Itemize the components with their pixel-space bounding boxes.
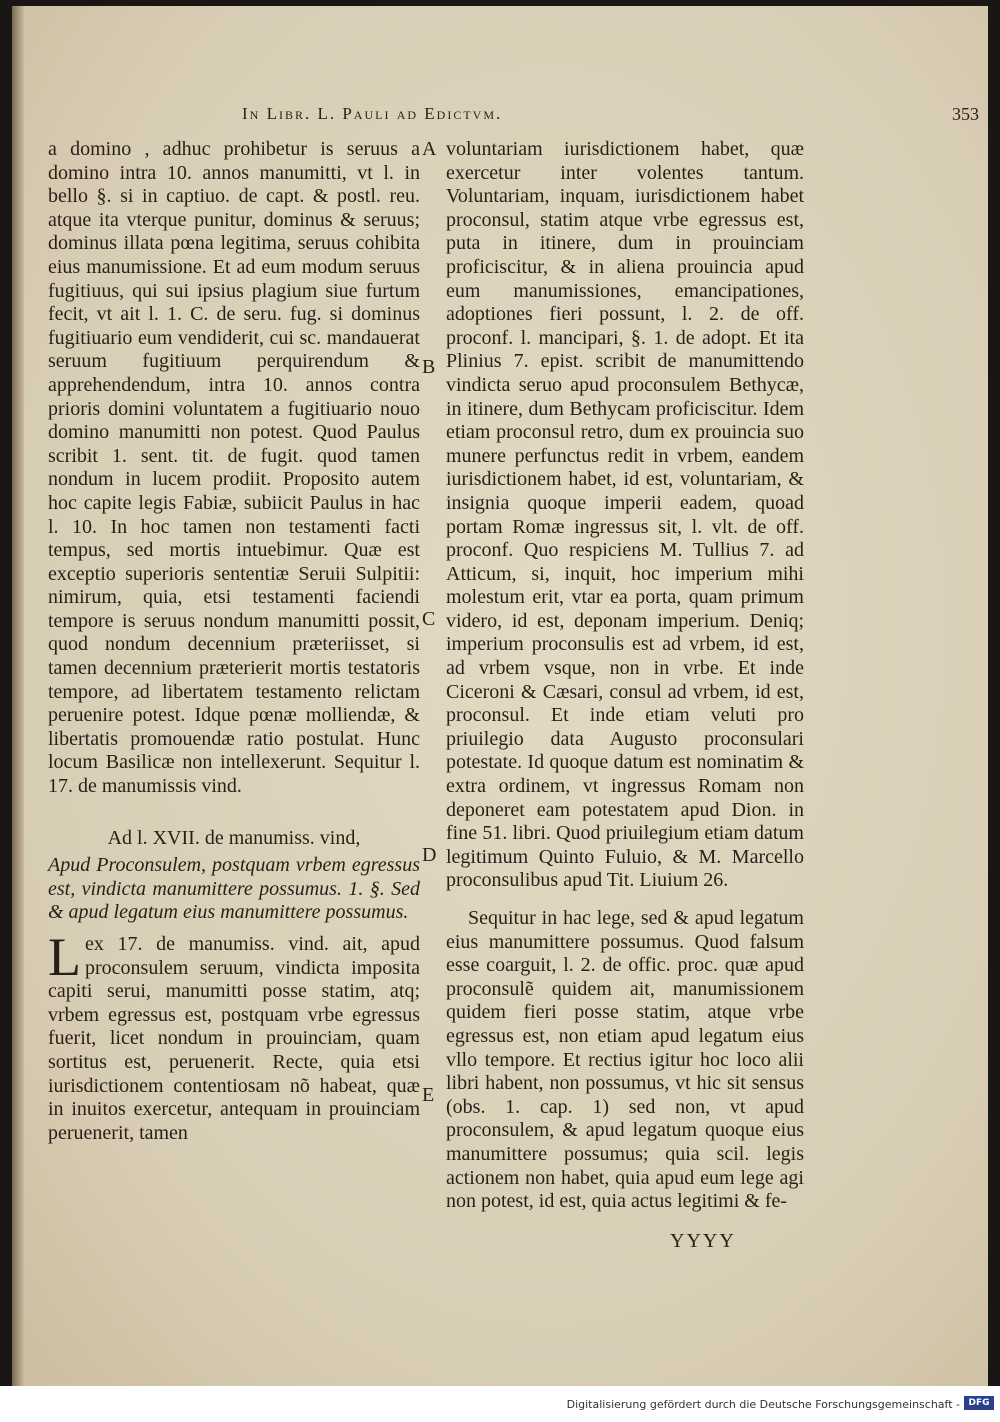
section-heading: Ad l. XVII. de manumiss. vind, xyxy=(107,826,361,849)
right-column xyxy=(446,138,804,1214)
dfg-logo-icon: DFG xyxy=(964,1396,994,1410)
margin-letter-c: C xyxy=(422,608,436,630)
right-paragraph-2: Sequitur in hac lege, sed & apud legatum eius manumittere possumus. Quod falsum esse coarguit, l. 2. de offic. proc. quæ apud proconsulẽ quidem ait, manumissionem quidem fieri posse statim, atque vrbe egressus est, non etiam apud legatum eius vllo tempore. Et rectius igitur hoc loco alii libri habent, non possumus, vt hic sit sensus (obs. 1. cap. 1) sed non, vt apud proconsulem, & apud legatum quoque eius manumittere possumus; quia scil. legis actionem non habet, quia apud eum lege agi non potest, id est, quia actus legitimi & fe- xyxy=(446,907,804,1213)
margin-letter-a: A xyxy=(422,138,437,160)
signature-mark: YYYY xyxy=(670,1230,736,1252)
footer-bar xyxy=(0,1386,1000,1422)
right-paragraph-1: voluntariam iurisdictionem habet, quæ exercetur inter volentes tantum. Voluntariam, inquam, iurisdictionem habet proconsul, statim atque vrbe egressus est, puta in itinere, dum in prouinciam proficiscitur, & in aliena prouincia apud eum manumissiones, emancipationes, adoptiones fieri possunt, l. 2. de off. proconf. l. mancipari, §. 1. de adopt. Et ita Plinius 7. epist. scribit de manumittendo vindicta seruo apud proconsulem Bethycæ, in itinere, dum Bethycam proficiscitur. Idem etiam proconsul retro, dum ex prouincia suo munere perfunctus redit in vrbem, eandem iurisdictionem habet, id est, voluntariam, & insignia quoque imperii eadem, quoad portam Romæ ingressus sit, l. vlt. de off. proconf. Quo respiciens M. Tullius 7. ad Atticum, si, inquit, hoc imperium mihi molestum erit, vtar ea porta, quam primum videro, id est, deponam imperium. Deniq; imperium proconsulis est ad vrbem, id est, ad vrbem vsque, non in vrbe. Et inde Ciceroni & Cæsari, consul ad vrbem, id est, proconsul. Et inde etiam veluti pro priuilegio data Augusto proconsulari potestate. Id quoque datum est nominatim & extra ordinem, vt ingressus Romam non deponeret eam potestatem apud Dion. in fine 51. libri. Quod priuilegium etiam datum legitimum Quinto Fuluio, & M. Marcello proconsulibus apud Tit. Liuium 26. xyxy=(446,138,804,892)
page-gutter xyxy=(12,6,24,1386)
left-paragraph-1: a domino , adhuc prohibetur is seruus a domino intra 10. annos manumitti, vt l. in bello §. si in captiuo. de capt. & postl. reu. atque ita vterque punitur, dominus & seruus; dominus illata pœna legitima, seruus cohibita eius manumissione. Et ad eum modum seruus fugitiuus, qui sui ipsius plagium siue furtum fecit, vt ait l. 1. C. de seru. fug. si dominus fugitiuario eum vendiderit, cui sc. mandauerat seruum fugitiuum perquirendum & apprehendendum, intra 10. annos contra prioris domini voluntatem a fugitiuario nouo domino manumitti non potest. Quod Paulus scribit 1. sent. tit. de fugit. quod tamen nondum in lucem prodiit. Proposito autem hoc capite legis Fabiæ, subiicit Paulus in hac l. 10. In hoc tamen non testamenti facti tempus, sed mortis intuebimur. Quæ est exceptio superioris sententiæ Seruii Sulpitii: nimirum, quia, etsi testamenti faciendi tempore is seruus nondum manumitti possit, quod nondum decennium præteriisset, si tamen decennium præterierit mortis testatoris tempore, ad libertatem testamento relictam peruenire potest. Idque pœnæ molliendæ, & libertatis promouendæ ratio postulat. Hunc locum Basilicæ non intellexerunt. Sequitur l. 17. de manumissis vind. xyxy=(48,138,420,798)
book-page xyxy=(12,6,988,1386)
section-caption: Apud Proconsulem, postquam vrbem egressus est, vindicta manumittere possumus. 1. §. Sed & apud legatum eius manumittere possumus. xyxy=(48,854,420,924)
left-paragraph-2: Lex 17. de manumiss. vind. ait, apud proconsulem seruum, vindicta imposita capiti serui, manumitti posse statim, atq; vrbem egressus est, postquam vrbe egressus fuerit, licet nondum in prouinciam, quam sortitus est, peruenerit. Recte, quia etsi iurisdictionem contentiosam nõ habeat, quæ in inuitos exercetur, antequam in prouinciam peruenerit, tamen xyxy=(48,927,420,1144)
margin-letter-d: D xyxy=(422,844,437,866)
margin-letter-e: E xyxy=(422,1084,435,1106)
page-number: 353 xyxy=(952,104,979,124)
running-head: In Libr. L. Pauli ad Edictvm. xyxy=(242,104,503,123)
left-column xyxy=(48,138,420,1145)
margin-letter-b: B xyxy=(422,356,436,378)
footer-credit: Digitalisierung gefördert durch die Deutsche Forschungsgemeinschaft - xyxy=(566,1398,960,1411)
